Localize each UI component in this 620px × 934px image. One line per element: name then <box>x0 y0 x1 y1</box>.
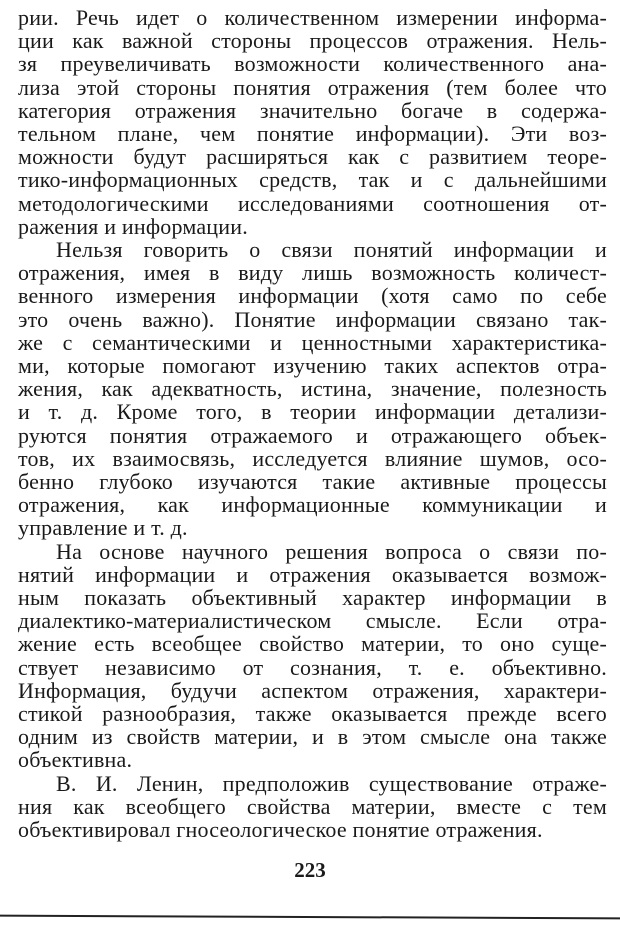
text-line: бенно глубоко изучаются такие активные процессы <box>18 469 607 494</box>
text-line: категория отражения значительно богаче в содержа- <box>18 97 607 123</box>
text-line: методологическими исследованиями соотношения от- <box>18 190 607 216</box>
text-line: венного измерения информации (хотя само по себе <box>18 283 607 309</box>
text-line: жения, как адекватность, истина, значение, полезность <box>18 376 607 402</box>
text-line: ния как всеобщего свойства материи, вместе с тем <box>18 793 607 819</box>
text-line: стикой разнообразия, также оказывается прежде всего <box>18 701 607 726</box>
page-number: 223 <box>294 858 326 882</box>
text-line: зя преувеличивать возможности количественного ана- <box>18 51 607 77</box>
text-line: нятий информации и отражения оказывается возмож- <box>18 561 607 587</box>
text-line: В. И. Ленин, предположив существование отраже- <box>56 770 607 796</box>
text-line: рии. Речь идет о количественном измерении информа- <box>18 5 607 30</box>
text-line: отражения, имея в виду лишь возможность количест- <box>18 260 607 286</box>
text-line: ции как важной стороны процессов отражения. Нель- <box>18 28 607 54</box>
text-line: отражения, как информационные коммуникации и <box>18 492 607 518</box>
text-line: можности будут расширяться как с развитием теоре- <box>18 144 607 170</box>
text-line: и т. д. Кроме того, в теории информации детализи- <box>18 399 607 425</box>
text-line: ным показать объективный характер информации в <box>18 585 607 610</box>
text-line: тельном плане, чем понятие информации). Эти воз- <box>18 121 607 146</box>
text-line: ражения и информации. <box>18 213 248 239</box>
text-line: ми, которые помогают изучению таких аспектов отра- <box>18 353 607 378</box>
text-line: На основе научного решения вопроса о связи по- <box>56 538 607 564</box>
text-line: Нельзя говорить о связи понятий информации и <box>56 237 607 262</box>
text-line: жение есть всеобщее свойство материи, то оно суще- <box>18 631 607 657</box>
text-line: диалектико-материалистическом смысле. Если отра- <box>18 608 607 634</box>
text-line: объективировал гносеологическое понятие отражения. <box>18 817 543 842</box>
text-line: тов, их взаимосвязь, исследуется влияние шумов, осо- <box>18 445 607 471</box>
text-line: Информация, будучи аспектом отражения, характери- <box>18 677 607 703</box>
text-line: же с семантическими и ценностными характеристика- <box>18 329 607 355</box>
bottom-rule <box>0 915 620 920</box>
text-line: руются понятия отражаемого и отражающего объек- <box>18 422 607 448</box>
text-line: ствует независимо от сознания, т. е. объективно. <box>18 654 607 680</box>
text-line: тико-информационных средств, так и с дальнейшими <box>18 167 607 193</box>
text-line: объективна. <box>18 747 133 773</box>
text-line: управление и т. д. <box>18 515 188 541</box>
text-line: это очень важно). Понятие информации связано так- <box>18 306 607 332</box>
text-line: одним из свойств материи, и в этом смысле она также <box>18 724 607 750</box>
text-line: лиза этой стороны понятия отражения (тем более что <box>18 74 607 100</box>
